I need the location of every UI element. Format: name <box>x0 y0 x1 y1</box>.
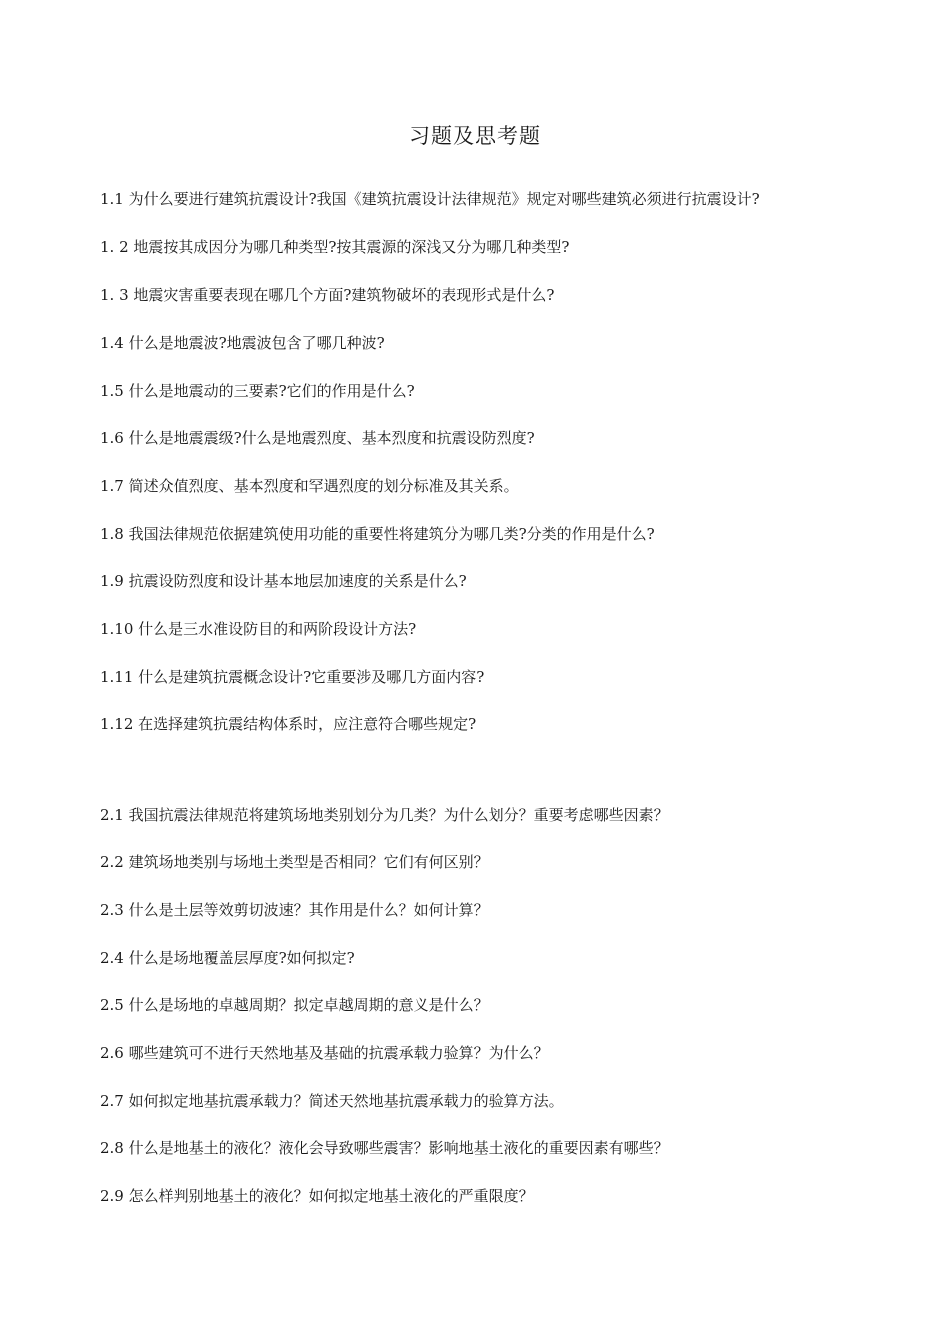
question-2-8: 2.8 什么是地基土的液化？液化会导致哪些震害？影响地基土液化的重要因素有哪些？ <box>100 1139 669 1157</box>
question-1-4: 1.4 什么是地震波?地震波包含了哪几种波? <box>100 334 385 352</box>
question-1-7: 1.7 简述众值烈度、基本烈度和罕遇烈度的划分标准及其关系。 <box>100 477 519 495</box>
question-1-8: 1.8 我国法律规范依据建筑使用功能的重要性将建筑分为哪几类?分类的作用是什么? <box>100 525 655 543</box>
question-1-5: 1.5 什么是地震动的三要素?它们的作用是什么? <box>100 382 415 400</box>
question-2-4: 2.4 什么是场地覆盖层厚度?如何拟定? <box>100 949 355 967</box>
question-1-1: 1.1 为什么要进行建筑抗震设计?我国《建筑抗震设计法律规范》规定对哪些建筑必须进行抗震设计? <box>100 190 760 208</box>
question-1-6: 1.6 什么是地震震级?什么是地震烈度、基本烈度和抗震设防烈度? <box>100 429 535 447</box>
question-1-12: 1.12 在选择建筑抗震结构体系时，应注意符合哪些规定? <box>100 715 477 733</box>
question-2-5: 2.5 什么是场地的卓越周期？拟定卓越周期的意义是什么？ <box>100 996 489 1014</box>
question-1-10: 1.10 什么是三水准设防目的和两阶段设计方法? <box>100 620 417 638</box>
question-2-3: 2.3 什么是土层等效剪切波速？其作用是什么？如何计算？ <box>100 901 489 919</box>
question-2-1: 2.1 我国抗震法律规范将建筑场地类别划分为几类？为什么划分？重要考虑哪些因素？ <box>100 806 669 824</box>
question-1-2: 1. 2 地震按其成因分为哪几种类型?按其震源的深浅又分为哪几种类型? <box>100 238 570 256</box>
question-2-7: 2.7 如何拟定地基抗震承载力？简述天然地基抗震承载力的验算方法。 <box>100 1092 564 1110</box>
question-1-9: 1.9 抗震设防烈度和设计基本地层加速度的关系是什么? <box>100 572 467 590</box>
question-1-11: 1.11 什么是建筑抗震概念设计?它重要涉及哪几方面内容? <box>100 668 485 686</box>
question-1-3: 1. 3 地震灾害重要表现在哪几个方面?建筑物破坏的表现形式是什么? <box>100 286 555 304</box>
page-title: 习题及思考题 <box>409 124 541 148</box>
question-2-9: 2.9 怎么样判别地基土的液化？如何拟定地基土液化的严重限度？ <box>100 1187 534 1205</box>
question-2-2: 2.2 建筑场地类别与场地土类型是否相同？它们有何区别？ <box>100 853 489 871</box>
question-2-6: 2.6 哪些建筑可不进行天然地基及基础的抗震承载力验算？为什么？ <box>100 1044 549 1062</box>
